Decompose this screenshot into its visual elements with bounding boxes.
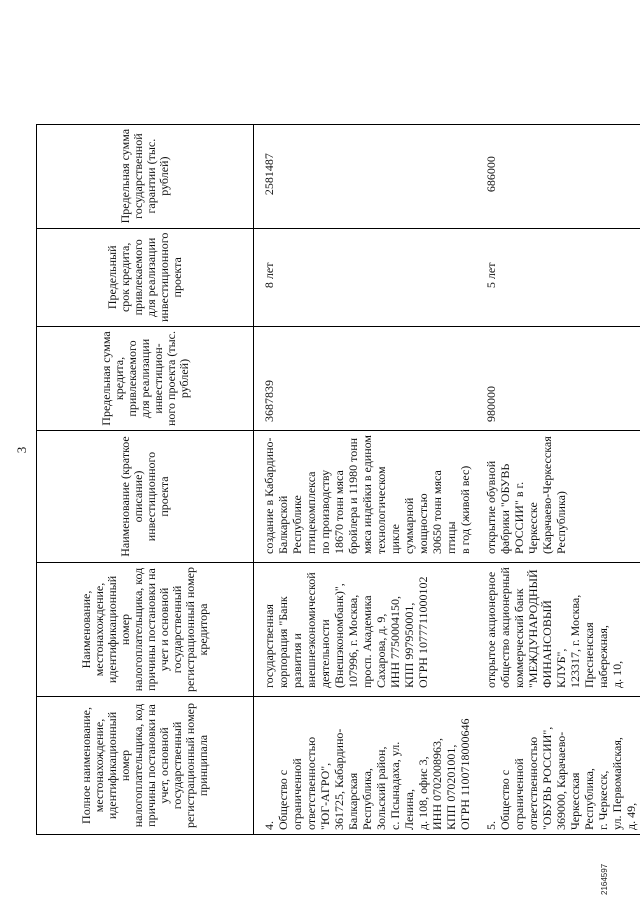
project-cell: открытие обувной фабрики "ОБУВЬ РОССИИ" в г. Черкесске (Карачаево-Черкесская Республика) (476, 431, 640, 563)
credit-sum-cell: 3687839 (254, 327, 477, 431)
principal-text: Общество с ограниченной ответственностью "ОБУВЬ РОССИИ", 369000, Карачаево- Черкесская Республика, г. Черкесск, ул. Первомайская, д. 49, (498, 726, 638, 830)
principal-cell (254, 697, 477, 835)
principal-text: Общество с ограниченной ответственностью "ЮГ-АГРО", 361725, Кабардино- Балкарская Республика, Зольский район, с. Псынадаха, ул. Ленина, д. 108, офис 3, ИНН 0702008963, КПП 070201001, ОГРН 1100718000646 (276, 718, 472, 830)
table-row (476, 124, 640, 834)
guarantee-sum-cell: 2581487 (254, 124, 477, 228)
header-credit-term: Предельный срок кредита, привлекаемого для реализации инвестиционного проекта (37, 228, 254, 326)
guarantee-sum-cell: 686000 (476, 124, 640, 228)
document-code: 2164597 (600, 863, 609, 895)
principal-cell (476, 697, 640, 835)
table-header-row (37, 124, 254, 834)
page-number: 3 (14, 446, 29, 454)
header-credit-sum: Предельная сумма кредита, привлекаемого для реализации инвестицион- ного проекта (тыс. рублей) (37, 327, 254, 431)
credit-sum-cell: 980000 (476, 327, 640, 431)
header-guarantee-sum: Предельная сумма государственной гарантии (тыс. рублей) (37, 124, 254, 228)
table-row (254, 124, 477, 834)
header-creditor: Наименование, местонахождение, идентификационный номер налогоплательщика, код причины постановки на учет и основной государственный регистрационный номер кредитора (37, 563, 254, 697)
creditor-cell: открытое акционерное общество акционерный коммерческий банк "МЕЖДУНАРОДНЫЙ ФИНАНСОВЫЙ КЛУБ", 123317, г. Москва, Пресненская набережная, д. 10, (476, 563, 640, 697)
project-cell: создание в Кабардино- Балкарской Республике птицекомплекса по производству 18670 тонн мяса бройлера и 11980 тонн мяса индейки в едином технологическом цикле суммарной мощностью 30650 тонн мяса птицы в год (живой вес) (254, 431, 477, 563)
creditor-cell: государственная корпорация "Банк развития и внешнеэкономической деятельности (Внешэкономбанк)", 107996, г. Москва, просп. Академика Сахарова, д. 9, ИНН 7750004150, КПП 997950001, ОГРН 1077711000102 (254, 563, 477, 697)
credit-term-cell: 5 лет (476, 228, 640, 326)
guarantee-table (36, 124, 640, 835)
header-principal: Полное наименование, местонахождение, идентификационный номер налогоплательщика, код причины постановки на учет, основной государственный регистрационный номер принципала (37, 697, 254, 835)
row-number: 4. (262, 821, 276, 830)
row-number: 5. (484, 821, 498, 830)
header-project: Наименование (краткое описание) инвестиционного проекта (37, 431, 254, 563)
credit-term-cell: 8 лет (254, 228, 477, 326)
